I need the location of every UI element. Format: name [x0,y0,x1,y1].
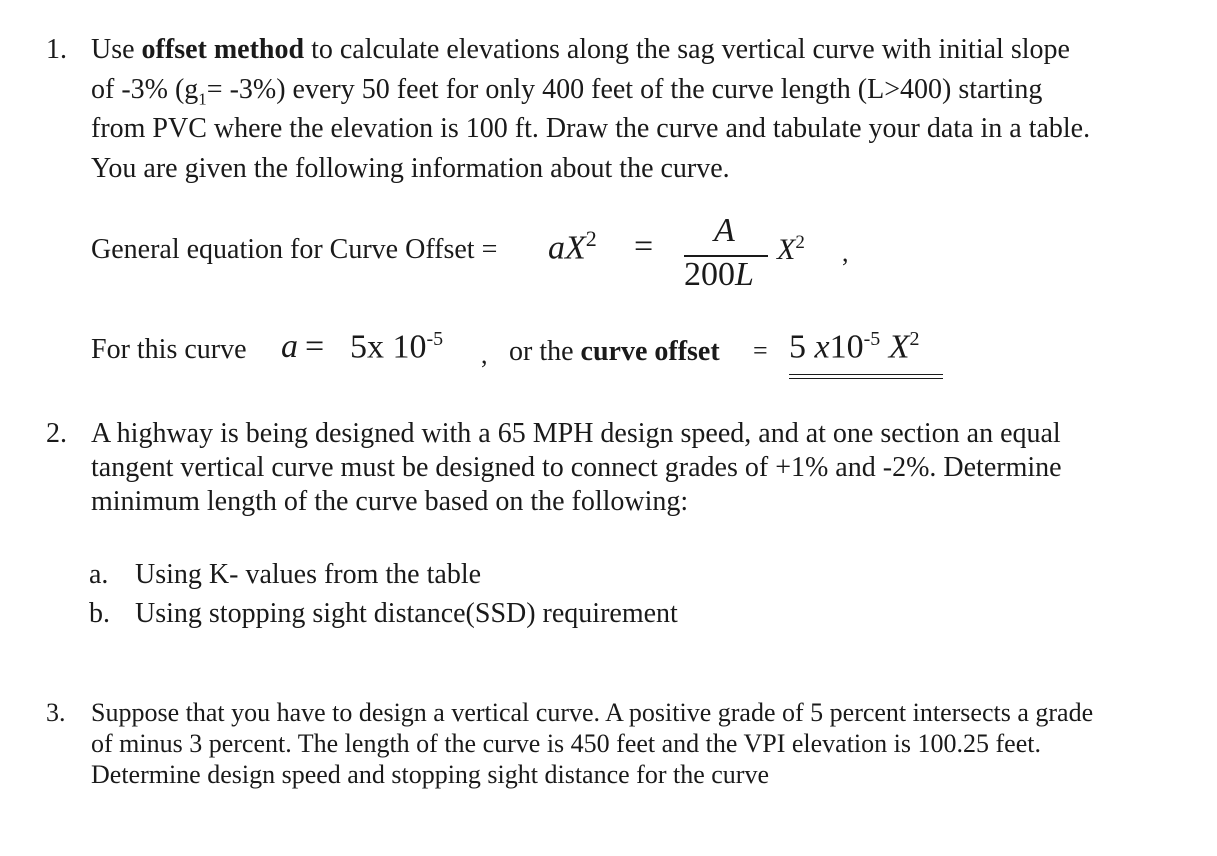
curve-offset-label: or the curve offset [509,336,720,367]
question-1-line-4: You are given the following information about the curve. [91,153,730,184]
question-3-line-3: Determine design speed and stopping sight distance for the curve [91,760,769,789]
fraction-denominator: 200L [684,256,754,293]
question-3-line-1: Suppose that you have to design a vertical curve. A positive grade of 5 percent intersects a grade [91,698,1094,727]
equation-equals: = [634,228,654,265]
double-underline-top [789,374,943,375]
question-2-line-3: minimum length of the curve based on the following: [91,486,689,517]
double-underline-bottom [789,378,943,379]
question-number: 2. [46,418,67,449]
sub-item-b-text: Using stopping sight distance(SSD) requirement [135,598,678,629]
a-symbol: a [281,328,298,365]
question-2-line-2: tangent vertical curve must be designed to connect grades of +1% and -2%. Determine [91,452,1062,483]
curve-offset-equals: = [753,336,768,365]
for-curve-label: For this curve [91,334,247,365]
equation-lhs: $aX^2$ [548,226,597,267]
question-3-line-2: of minus 3 percent. The length of the curve is 450 feet and the VPI elevation is 100.25 feet. [91,729,1041,758]
fraction-numerator: A [714,212,735,249]
equation-label: General equation for Curve Offset = [91,234,498,265]
curve-offset-formula: 5 $x10^{-5}$ $X^2$ [789,328,920,366]
sub-item-a-letter: a. [89,559,109,590]
question-number: 1. [46,34,67,65]
a-value: 5x $10^{-5}$ [350,328,444,366]
question-2-line-1: A highway is being designed with a 65 MPH design speed, and at one section an equal [91,418,1061,449]
question-1-line-2: of -3% $(g_1= -3\%)$ every 50 feet for only 400 feet of the curve length (L>400) starting [91,74,1043,109]
question-number: 3. [46,698,66,727]
sub-item-b-letter: b. [89,598,110,629]
equation-comma: , [842,238,849,267]
sub-item-a-text: Using K- values from the table [135,559,482,590]
a-equals: = [305,328,325,365]
question-1-line-3: from PVC where the elevation is 100 ft. Draw the curve and tabulate your data in a table. [91,113,1091,144]
a-comma: , [481,340,488,369]
bold-term: offset method [141,34,305,65]
question-1-line-1: Use offset method to calculate elevations along the sag vertical curve with initial slope [91,34,1070,65]
equation-x-squared: $X^2$ [777,232,805,266]
